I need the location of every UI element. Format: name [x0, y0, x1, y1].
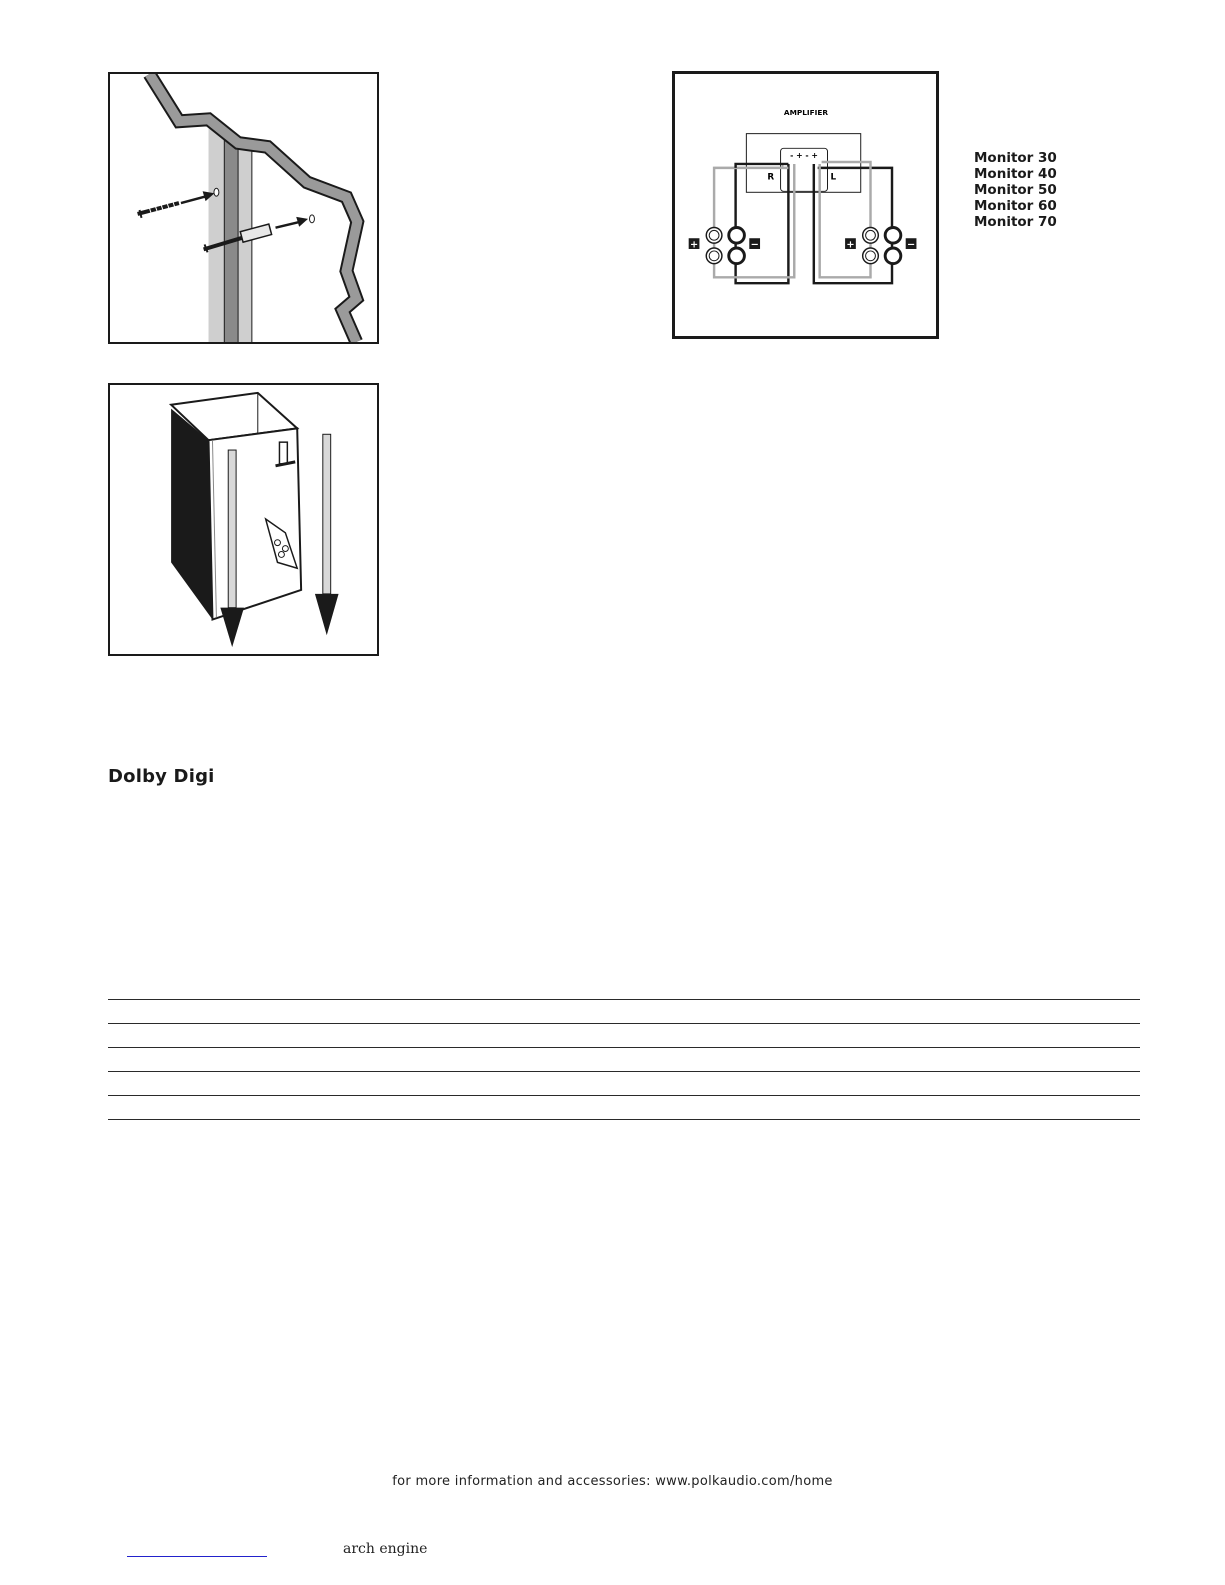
model-item: Monitor 50 [974, 182, 1057, 198]
footer-text: for more information and accessories: www.polkaudio.com/home [392, 1474, 833, 1489]
table-rule [108, 1095, 1140, 1096]
table-rule [108, 1071, 1140, 1072]
table-rule [108, 1047, 1140, 1048]
wall-mount-illustration [108, 72, 379, 344]
table-rule [108, 1023, 1140, 1024]
screw-icon [138, 202, 179, 218]
minus-icon: − [906, 239, 916, 251]
minus-icon: − [750, 239, 759, 251]
amplifier-wiring-diagram [672, 71, 939, 339]
speaker-left-wiring [814, 162, 917, 283]
polarity-labels: - + - + [790, 151, 818, 161]
model-list [974, 150, 1057, 230]
speaker-right-wiring [689, 164, 795, 283]
table-rule [108, 999, 1140, 1000]
fragment-text: arch engine [343, 1541, 428, 1557]
section-heading: Dolby Digi [108, 766, 215, 787]
table-rules [108, 999, 1140, 1143]
channel-right-label: R [767, 172, 775, 183]
speaker-box-drawing [110, 385, 377, 654]
arrow-icon [276, 222, 301, 228]
table-rule [108, 1119, 1140, 1120]
speaker-keyhole-illustration [108, 383, 379, 656]
wall-mount-drawing [110, 74, 377, 342]
model-item: Monitor 40 [974, 166, 1057, 182]
arrow-down-icon [315, 434, 339, 635]
plus-icon: + [846, 239, 855, 251]
model-item: Monitor 70 [974, 214, 1057, 230]
plus-icon: + [689, 239, 699, 251]
channel-left-label: L [830, 172, 837, 183]
amplifier-title: AMPLIFIER [783, 108, 829, 118]
model-item: Monitor 30 [974, 150, 1057, 166]
arrow-icon [181, 196, 207, 203]
wiring-drawing [675, 74, 936, 336]
link-underline[interactable] [127, 1556, 267, 1557]
model-item: Monitor 60 [974, 198, 1057, 214]
